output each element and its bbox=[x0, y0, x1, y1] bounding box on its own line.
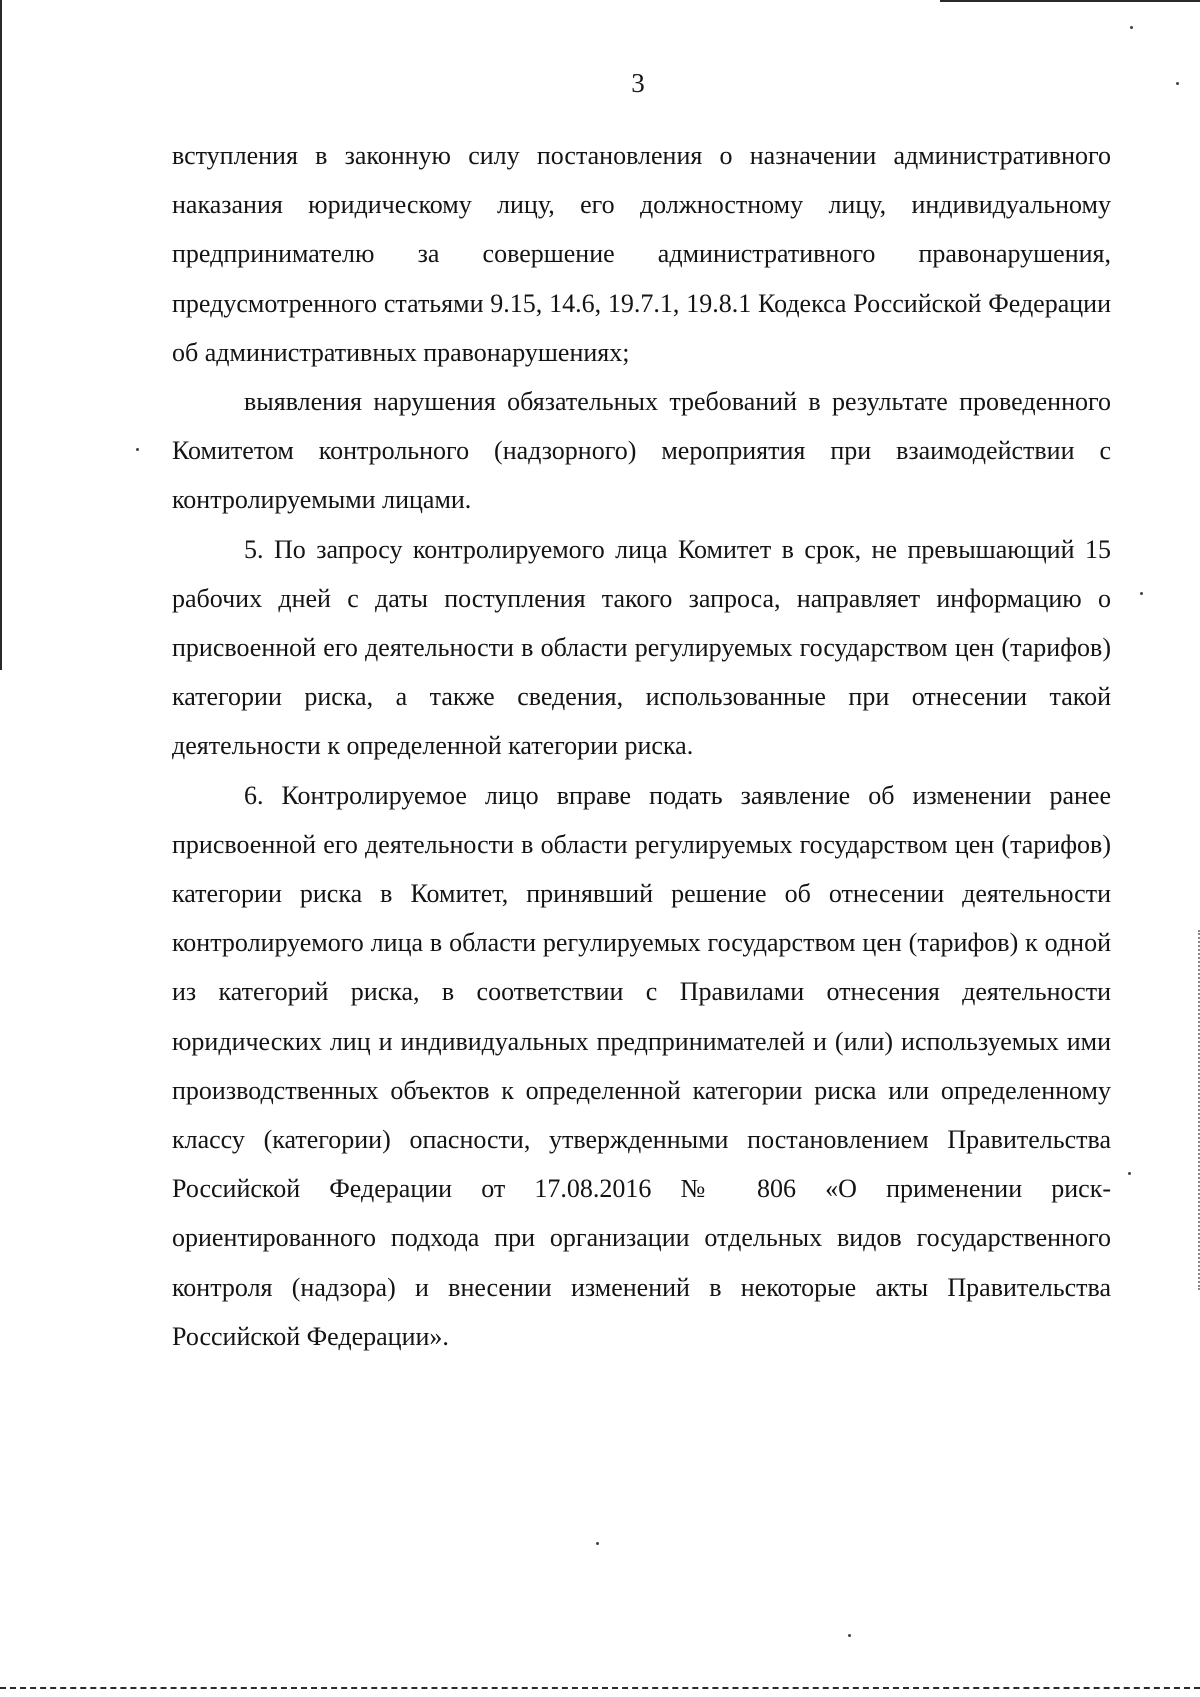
scan-edge-right bbox=[1196, 930, 1200, 1290]
scan-speck bbox=[1140, 592, 1143, 595]
scan-edge-top bbox=[940, 0, 1200, 2]
paragraph-item-5: 5. По запросу контролируемого лица Комитет в срок, не превышающий 15 рабочих дней с даты поступления такого запроса, направляет информацию о присвоенной его деятельности в области регулируемых государством цен (тарифов) категории риска, а также сведения, использованные при отнесении такой деятельности к определенной категории риска. bbox=[172, 534, 1111, 761]
scan-edge-left bbox=[0, 0, 2, 670]
paragraph-continuation: вступления в законную силу постановления о назначении административного наказания юридическому лицу, его должностному лицу, индивидуальному предпринимателю за совершение административного правонарушения, предусмотренного статьями 9.15, 14.6, 19.7.1, 19.8.1 Кодекса Российской Федерации об административных правонарушениях; bbox=[172, 141, 1111, 367]
document-body bbox=[172, 131, 1111, 1361]
page-number: 3 bbox=[631, 68, 645, 98]
scan-speck bbox=[848, 1634, 851, 1637]
scan-speck bbox=[1130, 26, 1133, 29]
scan-edge-bottom bbox=[0, 1687, 1200, 1689]
scan-speck bbox=[136, 448, 139, 451]
scan-speck bbox=[596, 1542, 599, 1545]
scan-speck bbox=[1128, 1172, 1131, 1175]
paragraph-item-6: 6. Контролируемое лицо вправе подать заявление об изменении ранее присвоенной его деятельности в области регулируемых государством цен (тарифов) категории риска в Комитет, принявший решение об отнесении деятельности контролируемого лица в области регулируемых государством цен (тарифов) к одной из категорий риска, в соответствии с Правилами отнесения деятельности юридических лиц и индивидуальных предпринимателей и (или) используемых ими производственных объектов к определенной категории риска или определенному классу (категории) опасности, утвержденными постановлением Правительства Российской Федерации от 17.08.2016 № 806 «О применении риск-ориентированного подхода при организации отдельных видов государственного контроля (надзора) и внесении изменений в некоторые акты Правительства Российской Федерации». bbox=[172, 780, 1111, 1351]
paragraph: выявления нарушения обязательных требований в результате проведенного Комитетом контрольного (надзорного) мероприятия при взаимодействии с контролируемыми лицами. bbox=[172, 387, 1111, 515]
